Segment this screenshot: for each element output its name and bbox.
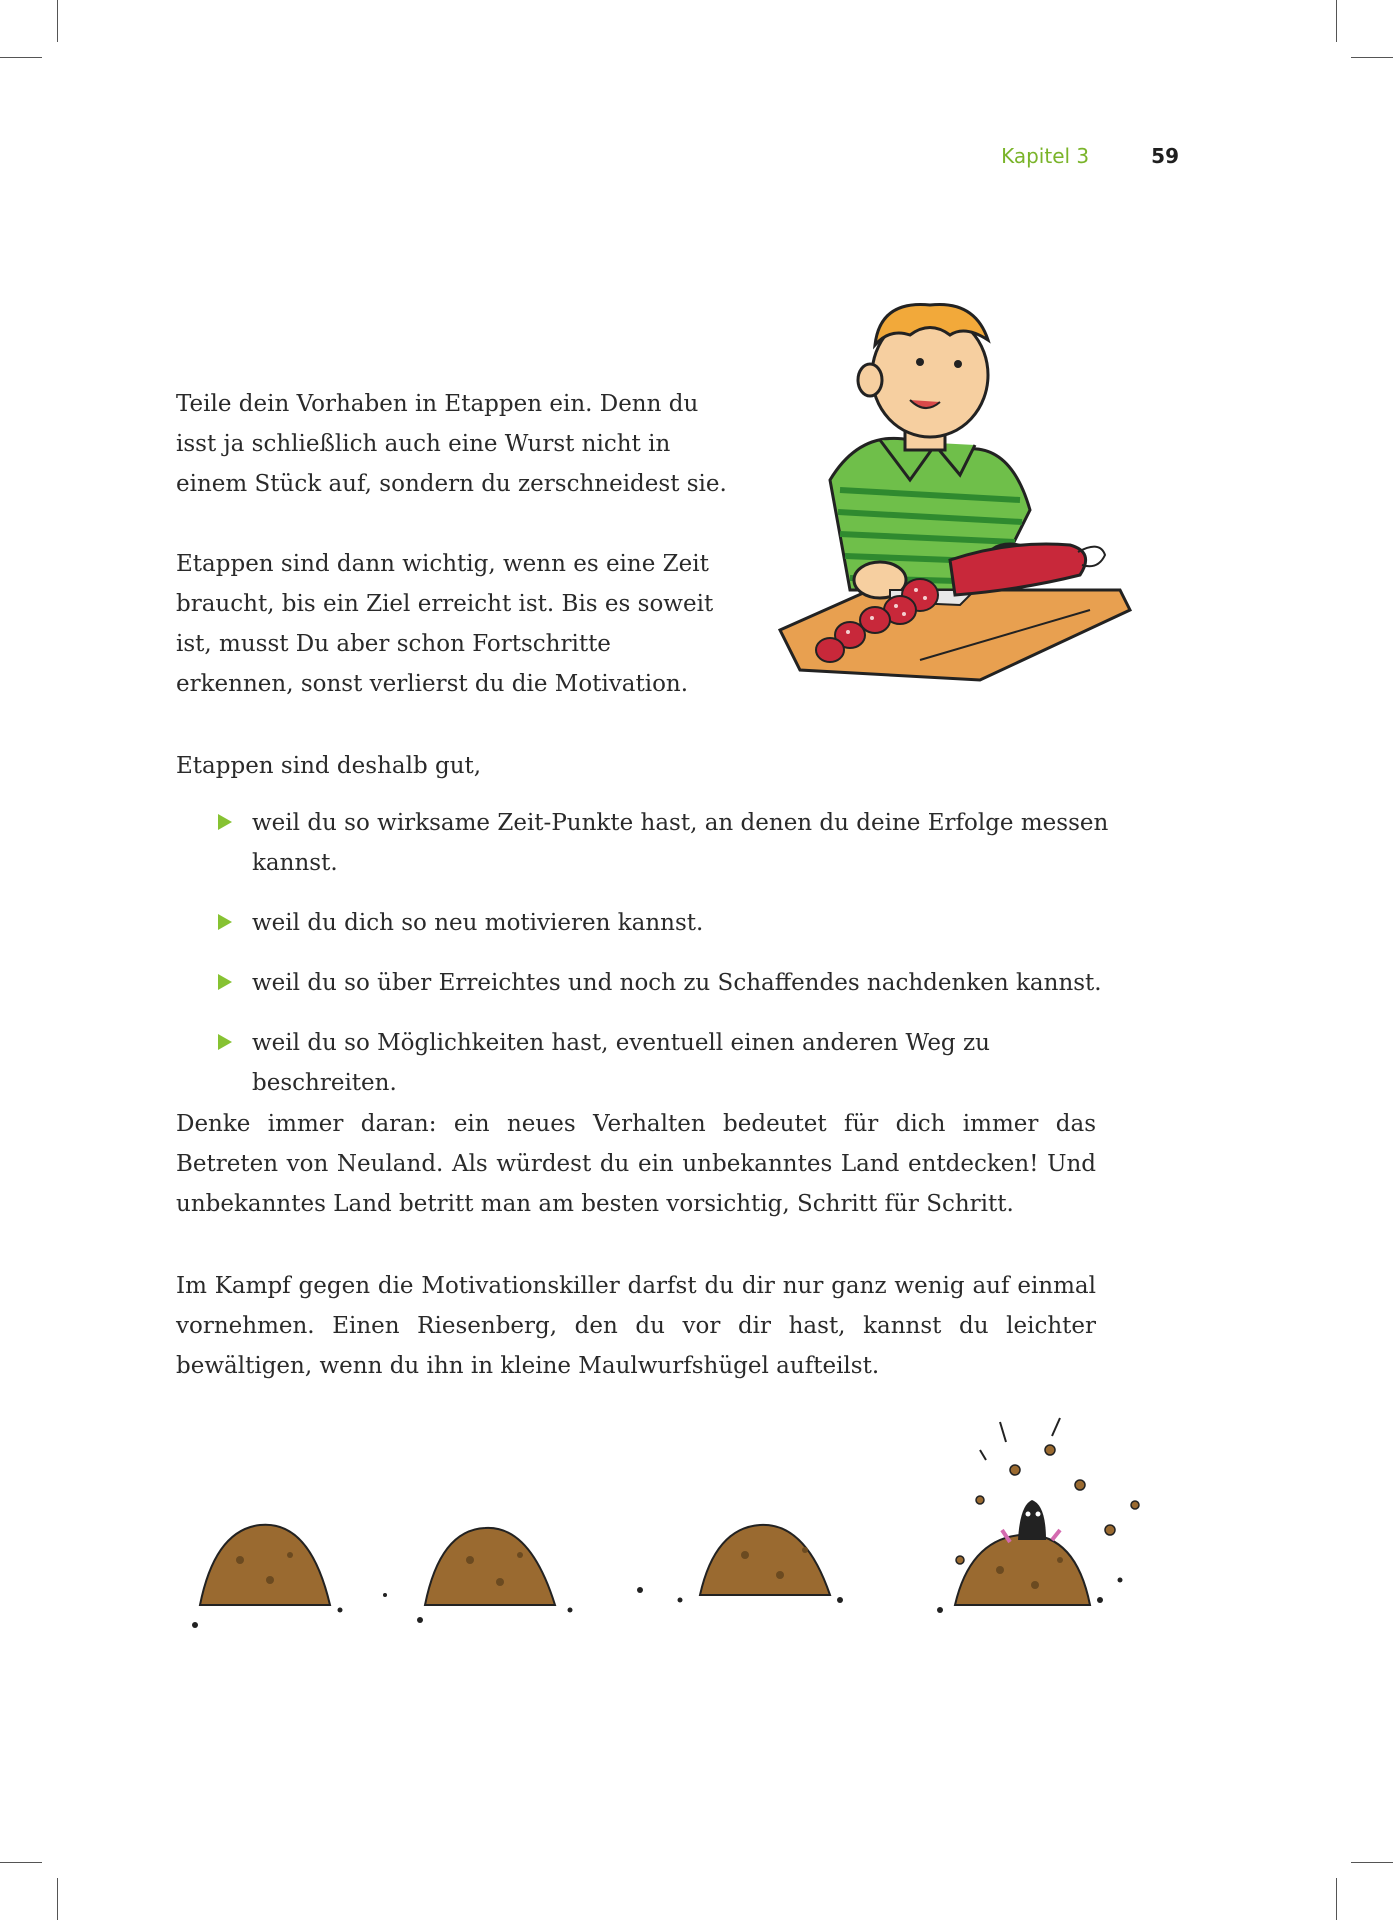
list-item-text: weil du so wirksame Zeit-Punkte hast, an denen du deine Erfolge messen kannst. xyxy=(252,810,1109,876)
list-item-text: weil du so über Erreichtes und noch zu Schaffendes nachdenken kannst. xyxy=(252,970,1102,996)
triangle-bullet-icon xyxy=(218,914,232,930)
triangle-bullet-icon xyxy=(218,814,232,830)
paragraph-neuland: Denke immer daran: ein neues Verhalten bedeutet für dich immer das Betreten von Neuland. Als würdest du ein unbekanntes Land entdecken! Und unbekanntes Land betritt man am besten vorsichtig, Schritt für Schritt. xyxy=(176,1111,1096,1217)
list-item-text: weil du so Möglichkeiten hast, eventuell einen anderen Weg zu beschreiten. xyxy=(252,1030,990,1096)
paragraph-intro: Teile dein Vorhaben in Etappen ein. Denn du isst ja schließlich auch eine Wurst nicht in einem Stück auf, sondern du zerschneidest sie. xyxy=(176,391,727,497)
chapter-label: Kapitel 3 xyxy=(1001,144,1090,168)
boy-slicing-sausage-illustration xyxy=(760,290,1140,700)
list-item xyxy=(176,903,1116,943)
crop-mark xyxy=(1351,57,1393,58)
crop-mark xyxy=(57,1878,58,1920)
crop-mark xyxy=(1351,1862,1393,1863)
triangle-bullet-icon xyxy=(218,974,232,990)
crop-mark xyxy=(0,57,42,58)
crop-mark xyxy=(57,0,58,42)
page-header xyxy=(1001,144,1179,168)
list-item xyxy=(176,963,1116,1003)
list-item-text: weil du dich so neu motivieren kannst. xyxy=(252,910,704,936)
list-item xyxy=(176,803,1116,883)
molehills-illustration xyxy=(180,1410,1170,1640)
list-item xyxy=(176,1023,1116,1103)
crop-mark xyxy=(0,1862,42,1863)
page-number: 59 xyxy=(1151,144,1179,168)
paragraph-stages: Etappen sind dann wichtig, wenn es eine Zeit braucht, bis ein Ziel erreicht ist. Bis es soweit ist, musst Du aber schon Fortschritte erkennen, sonst verlierst du die Motivation. xyxy=(176,551,714,697)
paragraph-molehills: Im Kampf gegen die Motivationskiller darfst du dir nur ganz wenig auf einmal vornehmen. Einen Riesenberg, den du vor dir hast, kannst du leichter bewältigen, wenn du ihn in kleine Maulwurfshügel aufteilst. xyxy=(176,1273,1096,1379)
bullet-list xyxy=(176,803,1116,1123)
crop-mark xyxy=(1336,0,1337,42)
crop-mark xyxy=(1336,1878,1337,1920)
paragraph-lead-in: Etappen sind deshalb gut, xyxy=(176,753,482,779)
triangle-bullet-icon xyxy=(218,1034,232,1050)
